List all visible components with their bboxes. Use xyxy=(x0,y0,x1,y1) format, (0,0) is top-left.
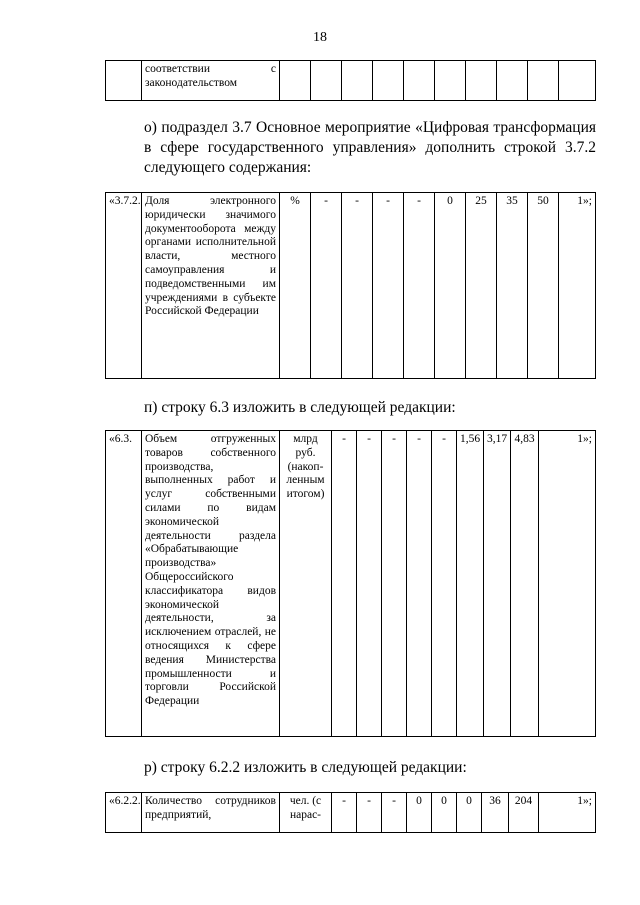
value-cell: - xyxy=(407,431,432,737)
value-cell: 204 xyxy=(509,793,539,833)
value-cell: 35 xyxy=(497,193,528,379)
row-description: Количество сотрудников предприятий, xyxy=(142,793,280,833)
table-row-3-7-2 xyxy=(105,192,596,379)
row-end: 1»; xyxy=(539,431,596,737)
value-cell: 0 xyxy=(457,793,482,833)
value-cell: 0 xyxy=(435,193,466,379)
value-cell: 3,17 xyxy=(484,431,511,737)
row-description: Доля электронного юридически значимого документооборота между органами исполнительной власти, местного самоуправления и подведомственными им учреждениями в субъекте Российской Федерации xyxy=(142,193,280,379)
cell-number xyxy=(106,61,142,101)
value-cell: 0 xyxy=(432,793,457,833)
table-row xyxy=(106,431,596,737)
row-end: 1»; xyxy=(559,193,596,379)
value-cell: 0 xyxy=(407,793,432,833)
description-line-2: законодательством xyxy=(145,76,238,89)
row-description: Объем отгруженных товаров собственного производства, выполненных работ и услуг собственными силами по видам экономической деятельности раздела «Обрабатывающие производства» Общероссийского классификатора видов экономической деятельности, за исключением отраслей, не относящихся к сфере ведения Министерства промышленности и торговли Российской Федерации xyxy=(142,431,280,737)
value-cell: - xyxy=(332,793,357,833)
row-unit: чел. (с нарас- xyxy=(280,793,332,833)
row-unit: млрд руб. (накоп-ленным итогом) xyxy=(280,431,332,737)
row-number: «6.2.2. xyxy=(106,793,142,833)
paragraph-o: о) подраздел 3.7 Основное мероприятие «Цифровая трансформация в сфере государственного управления» дополнить строкой 3.7.2 следующего содержания: xyxy=(144,119,596,176)
table-row-6-2-2 xyxy=(105,792,596,833)
value-cell: 1,56 xyxy=(457,431,484,737)
value-cell: - xyxy=(332,431,357,737)
value-cell: - xyxy=(357,793,382,833)
value-cell: 4,83 xyxy=(511,431,539,737)
value-cell: 36 xyxy=(482,793,509,833)
description-line-1: соответствии с xyxy=(145,63,276,75)
row-number: «6.3. xyxy=(106,431,142,737)
table-row xyxy=(106,61,596,101)
row-number: «3.7.2. xyxy=(106,193,142,379)
value-cell: - xyxy=(357,431,382,737)
value-cell: - xyxy=(404,193,435,379)
row-unit: % xyxy=(280,193,311,379)
value-cell: - xyxy=(382,793,407,833)
value-cell: 25 xyxy=(466,193,497,379)
value-cell: 50 xyxy=(528,193,559,379)
cell-description xyxy=(142,61,280,101)
table-row-6-3 xyxy=(105,430,596,737)
paragraph-p: п) строку 6.3 изложить в следующей редакции: xyxy=(144,399,456,416)
value-cell: - xyxy=(342,193,373,379)
value-cell: - xyxy=(311,193,342,379)
table-continuation xyxy=(105,60,596,101)
value-cell: - xyxy=(373,193,404,379)
value-cell: - xyxy=(432,431,457,737)
table-row xyxy=(106,193,596,379)
paragraph-r: р) строку 6.2.2 изложить в следующей редакции: xyxy=(144,759,467,776)
value-cell: - xyxy=(382,431,407,737)
page-number: 18 xyxy=(313,30,327,45)
table-row xyxy=(106,793,596,833)
row-end: 1»; xyxy=(539,793,596,833)
